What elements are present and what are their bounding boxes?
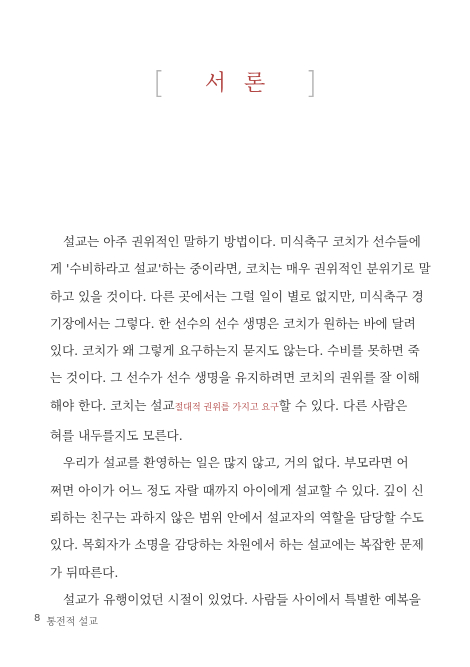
chapter-title: 서론 [204, 71, 284, 96]
text-line: 혀를 내두를지도 모른다. [50, 428, 183, 444]
text-line: 뢰하는 친구는 과하지 않은 범위 안에서 설교자의 역할을 담당할 수도 [50, 509, 424, 525]
paragraph-2 [50, 449, 424, 585]
text-line: 설교는 아주 권위적인 말하기 방법이다. 미식축구 코치가 선수들에 [63, 234, 421, 249]
text-line [50, 392, 420, 422]
page-footer [34, 613, 98, 628]
text-line: 하고 있을 것이다. 다른 곳에서는 그럴 일이 별로 없지만, 미식축구 경 [50, 288, 424, 304]
text-line: 있다. 목회자가 소명을 감당하는 차원에서 하는 설교에는 복잡한 문제 [50, 537, 424, 553]
paragraph-1 [50, 228, 431, 449]
text-line: 우리가 설교를 환영하는 일은 많지 않고, 거의 없다. 부모라면 어 [63, 455, 409, 471]
text-line: 게 '수비하라고 설교'하는 중이라면, 코치는 매우 권위적인 분위기로 말 [50, 261, 431, 277]
text-line: 설교가 유행이었던 시절이 있었다. 사람들 사이에서 특별한 예복을 [63, 591, 421, 607]
paragraph-3 [50, 586, 420, 613]
running-title: 통전적 설교 [46, 617, 98, 628]
text-line: 쩌면 아이가 어느 정도 자랄 때까지 아이에게 설교할 수 있다. 깊이 신 [50, 482, 424, 498]
text-line: 있다. 코치가 왜 그렇게 요구하는지 묻지도 않는다. 수비를 못하면 죽 [50, 343, 420, 359]
right-bracket: ] [305, 66, 317, 101]
text-segment: 해야 한다. 코치는 설교 [50, 397, 175, 413]
text-line: 가 뒤따른다. [50, 564, 119, 580]
page-number: 8 [34, 613, 41, 624]
body-text [50, 228, 431, 613]
left-bracket: [ [153, 66, 165, 101]
chapter-heading [0, 66, 470, 102]
text-segment: 할 수 있다. 다른 사람은 [278, 397, 408, 413]
text-line: 기장에서는 그렇다. 한 선수의 선수 생명은 코치가 원하는 바에 달려 [50, 315, 416, 331]
text-line: 는 것이다. 그 선수가 선수 생명을 유지하려면 코치의 권위를 잘 이해 [50, 370, 420, 386]
inline-annotation: 절대적 권위를 가지고 요구 [174, 402, 279, 413]
